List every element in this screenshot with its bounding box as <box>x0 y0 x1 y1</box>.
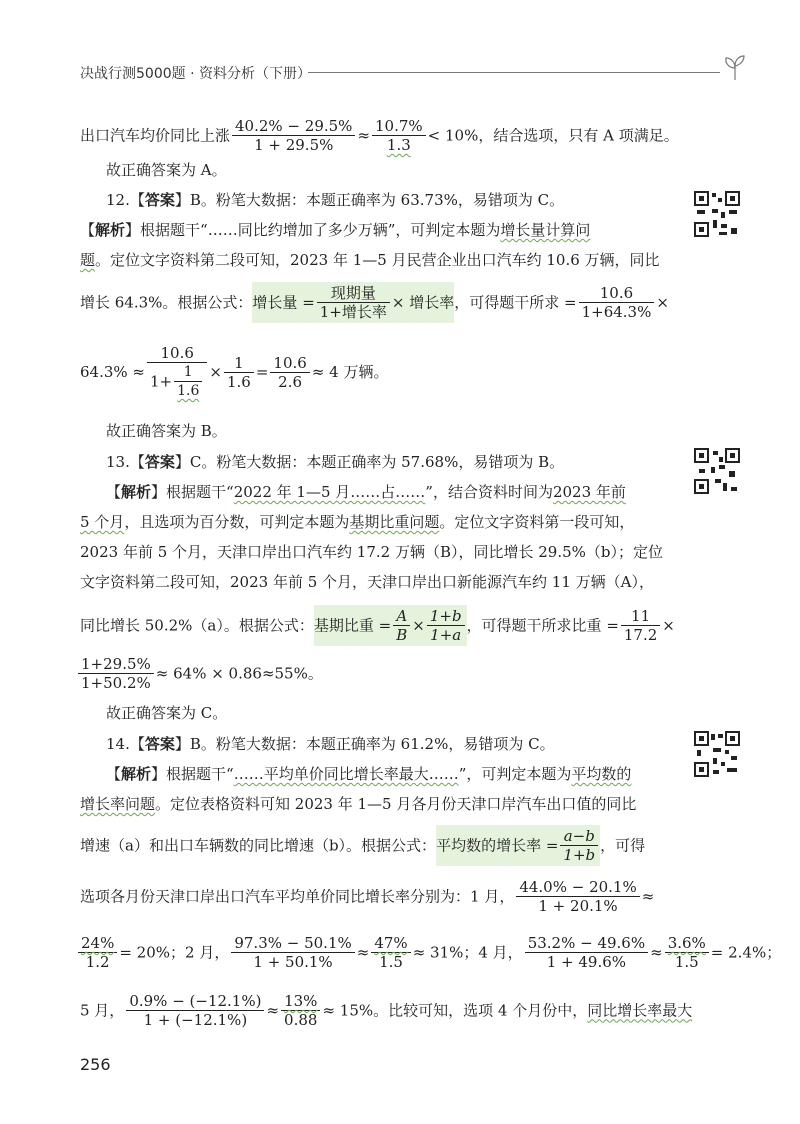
text: 。定位文字资料第二段可知，2023 年 1—5 月民营企业出口汽车约 10.6 万辆，同比 <box>95 251 660 269</box>
fraction <box>224 354 254 391</box>
numerator: 53.2% − 49.6% <box>525 934 648 953</box>
fraction <box>393 607 410 644</box>
numerator: 10.7% <box>372 117 426 136</box>
fraction <box>579 284 655 321</box>
text-line <box>106 482 626 502</box>
text-line <box>80 878 654 915</box>
text: ≈ <box>650 943 663 962</box>
text-line <box>80 794 636 814</box>
qr-code-icon[interactable] <box>693 447 741 495</box>
numerator: 现期量 <box>317 284 390 303</box>
fraction <box>231 934 354 971</box>
expression: 1+b <box>429 607 462 625</box>
numerator: 10.6 <box>270 354 309 373</box>
text: = 20%；2 月， <box>119 943 230 962</box>
numerator: 11 <box>621 607 660 626</box>
denominator: 1 + 20.1% <box>538 897 618 915</box>
text-line <box>80 117 679 154</box>
fraction <box>372 117 426 154</box>
text-line: 故正确答案为 C。 <box>106 704 228 722</box>
formula-highlight <box>436 825 600 866</box>
answer-label: 答案 <box>144 735 175 753</box>
fraction <box>78 655 154 692</box>
denominator: 2.6 <box>278 372 303 391</box>
numerator: 1+29.5% <box>78 655 154 674</box>
denominator: 0.88 <box>284 1011 318 1029</box>
text: 增速（a）和出口车辆数的同比增速（b）。根据公式： <box>80 836 437 855</box>
denominator: 1.5 <box>674 953 699 971</box>
analysis-label: 解析 <box>95 221 126 239</box>
text: < 10%，结合选项，只有 A 项满足。 <box>427 126 679 145</box>
text-line <box>80 282 669 323</box>
text: = 2.4%； <box>710 943 782 962</box>
text: 【 <box>106 765 122 783</box>
denominator: 1 + 50.1% <box>253 953 333 971</box>
text: ≈ 31%；4 月， <box>412 943 523 962</box>
denominator: 1.2 <box>85 953 110 971</box>
denominator: 1 + (−12.1%) <box>143 1011 248 1029</box>
text: 】根据题干“ <box>151 483 234 501</box>
text: × <box>209 363 222 381</box>
text: ”，结合资料时间为 <box>425 483 553 501</box>
fraction <box>665 934 709 971</box>
text-line <box>80 220 590 240</box>
q13-answer-line <box>106 452 564 472</box>
denominator: 17.2 <box>623 626 658 644</box>
denominator: 1.6 <box>177 383 200 399</box>
text: 基期比重问题 <box>349 513 440 531</box>
text: ≈ 15%。比较可知，选项 4 个月份中， <box>322 1001 588 1020</box>
sprout-icon <box>720 52 750 82</box>
numerator <box>393 607 410 626</box>
text: 13.【 <box>106 453 145 471</box>
text: × <box>656 293 669 312</box>
variable: A <box>396 607 408 625</box>
numerator: 97.3% − 50.1% <box>231 934 354 953</box>
fraction <box>232 117 355 154</box>
expression: 1+b <box>563 846 596 864</box>
text: 】B。粉笔大数据：本题正确率为 63.73%，易错项为 C。 <box>174 191 565 209</box>
numerator: 1 <box>224 354 254 373</box>
text-line <box>80 344 388 400</box>
text: 】C。粉笔大数据：本题正确率为 57.68%，易错项为 B。 <box>174 453 565 471</box>
fraction <box>525 934 648 971</box>
numerator: 3.6% <box>665 934 709 953</box>
formula-highlight <box>252 282 454 323</box>
text: 【 <box>106 483 122 501</box>
answer-label: 答案 <box>144 453 175 471</box>
numerator: 1 <box>174 363 202 382</box>
numerator: 10.6 <box>579 284 655 303</box>
denominator <box>393 626 410 644</box>
text: ，可得题干所求 = <box>454 293 577 312</box>
formula-highlight <box>314 605 467 646</box>
numerator <box>560 827 598 846</box>
denominator: 1+50.2% <box>81 674 151 692</box>
analysis-label: 解析 <box>121 483 152 501</box>
text: 平均数的增长率 = <box>436 836 559 855</box>
numerator <box>427 607 465 626</box>
qr-code-icon[interactable] <box>693 190 741 238</box>
fraction <box>371 934 410 971</box>
numerator: 47% <box>371 934 410 953</box>
text: 平均数的 <box>571 765 632 783</box>
fraction <box>174 363 202 400</box>
numerator: 40.2% − 29.5% <box>232 117 355 136</box>
analysis-label: 解析 <box>121 765 152 783</box>
text-line <box>76 934 781 971</box>
fraction <box>516 878 639 915</box>
denominator <box>147 363 207 400</box>
text: 增长率问题 <box>80 795 156 813</box>
text-line: 故正确答案为 B。 <box>106 422 227 440</box>
text: 】根据题干“……同比约增加了多少万辆”，可判定本题为 <box>125 221 501 239</box>
denominator: 1 + 29.5% <box>254 136 334 154</box>
fraction <box>621 607 660 644</box>
text-line <box>106 764 631 784</box>
text: 增长量 = <box>252 293 315 312</box>
text: 同比增长率最大 <box>587 1001 693 1020</box>
running-header: 决战行测5000题 · 资料分析（下册） <box>80 66 311 82</box>
q12-answer-line <box>106 190 564 210</box>
text-line: 2023 年前 5 个月，天津口岸出口汽车约 17.2 万辆（B），同比增长 29.5%（b）；定位 <box>80 543 664 561</box>
denominator: 1.3 <box>386 136 411 154</box>
text: 选项各月份天津口岸出口汽车平均单价同比增长率分别为：1 月， <box>80 887 515 906</box>
text: 12.【 <box>106 191 145 209</box>
q14-answer-line <box>106 734 555 754</box>
text-line <box>80 512 634 532</box>
text: 5 个月 <box>80 513 125 531</box>
expression: 1+a <box>430 626 462 644</box>
text-line <box>80 250 660 270</box>
text: ≈ <box>356 943 370 962</box>
page-number: 256 <box>80 1055 111 1074</box>
text: ”，可判定本题为 <box>458 765 572 783</box>
text: ≈ <box>641 887 655 906</box>
text: ，可得题干所求比重 = <box>466 616 619 635</box>
text: 增长量计算问 <box>500 221 591 239</box>
header-rule <box>308 72 720 73</box>
text: ……平均单价同比增长率最大…… <box>233 765 459 783</box>
numerator: 24% <box>78 934 117 953</box>
denominator: 1.5 <box>379 953 403 971</box>
numerator: 13% <box>281 992 320 1011</box>
text: 64.3% ≈ <box>80 363 145 381</box>
text: ，可得 <box>600 836 646 855</box>
fraction <box>270 354 309 391</box>
text: ≈ <box>357 126 371 145</box>
text: ≈ 64% × 0.86≈55%。 <box>155 664 323 683</box>
text: ≈ 4 万辆。 <box>311 363 389 381</box>
text: 2023 年前 <box>552 483 626 501</box>
text: 14.【 <box>106 735 145 753</box>
expression: a−b <box>563 827 595 845</box>
text-line: 故正确答案为 A。 <box>106 161 227 179</box>
denominator: 1+增长率 <box>319 303 387 321</box>
text: 】根据题干“ <box>151 765 234 783</box>
denominator <box>427 626 465 644</box>
text-line: 文字资料第二段可知，2023 年前 5 个月，天津口岸出口新能源汽车约 11 万辆（A）， <box>80 573 654 591</box>
fraction <box>126 992 264 1029</box>
text: × 增长率 <box>391 293 455 312</box>
text: × <box>412 616 425 635</box>
text: 基期比重 = <box>313 616 392 635</box>
text: 题 <box>80 251 96 269</box>
text-line <box>80 605 675 646</box>
text-line <box>76 655 323 692</box>
fraction <box>560 827 598 864</box>
text: 【 <box>80 221 96 239</box>
numerator: 0.9% − (−12.1%) <box>126 992 264 1011</box>
text: = <box>255 363 269 381</box>
fraction <box>281 992 320 1029</box>
fraction <box>427 607 465 644</box>
text-line <box>80 992 692 1029</box>
text: 增长 64.3%。根据公式： <box>80 293 253 312</box>
numerator: 10.6 <box>147 344 207 363</box>
numerator: 44.0% − 20.1% <box>516 878 639 897</box>
denominator: 1.6 <box>226 372 251 391</box>
denominator <box>560 846 598 864</box>
denominator: 1 + 49.6% <box>546 953 627 971</box>
text-line <box>80 825 645 866</box>
text: 5 月， <box>80 1001 125 1020</box>
text: × <box>662 616 675 635</box>
text: ，且选项为百分数，可判定本题为 <box>124 513 350 531</box>
text: 。定位文字资料第一段可知， <box>439 513 635 531</box>
text: 同比增长 50.2%（a）。根据公式： <box>80 616 314 635</box>
answer-label: 答案 <box>144 191 175 209</box>
fraction <box>147 344 207 400</box>
text: 。定位表格资料可知 2023 年 1—5 月各月份天津口岸汽车出口值的同比 <box>155 795 637 813</box>
qr-code-icon[interactable] <box>693 730 741 778</box>
variable: B <box>396 626 408 644</box>
fraction <box>317 284 390 321</box>
text: 出口汽车均价同比上涨 <box>80 126 231 145</box>
text: 】B。粉笔大数据：本题正确率为 61.2%，易错项为 C。 <box>174 735 555 753</box>
text: ≈ <box>266 1001 280 1020</box>
text: 1+ <box>150 372 173 391</box>
denominator: 1+64.3% <box>581 303 652 321</box>
text: 2022 年 1—5 月……占…… <box>233 483 426 501</box>
fraction <box>78 934 117 971</box>
